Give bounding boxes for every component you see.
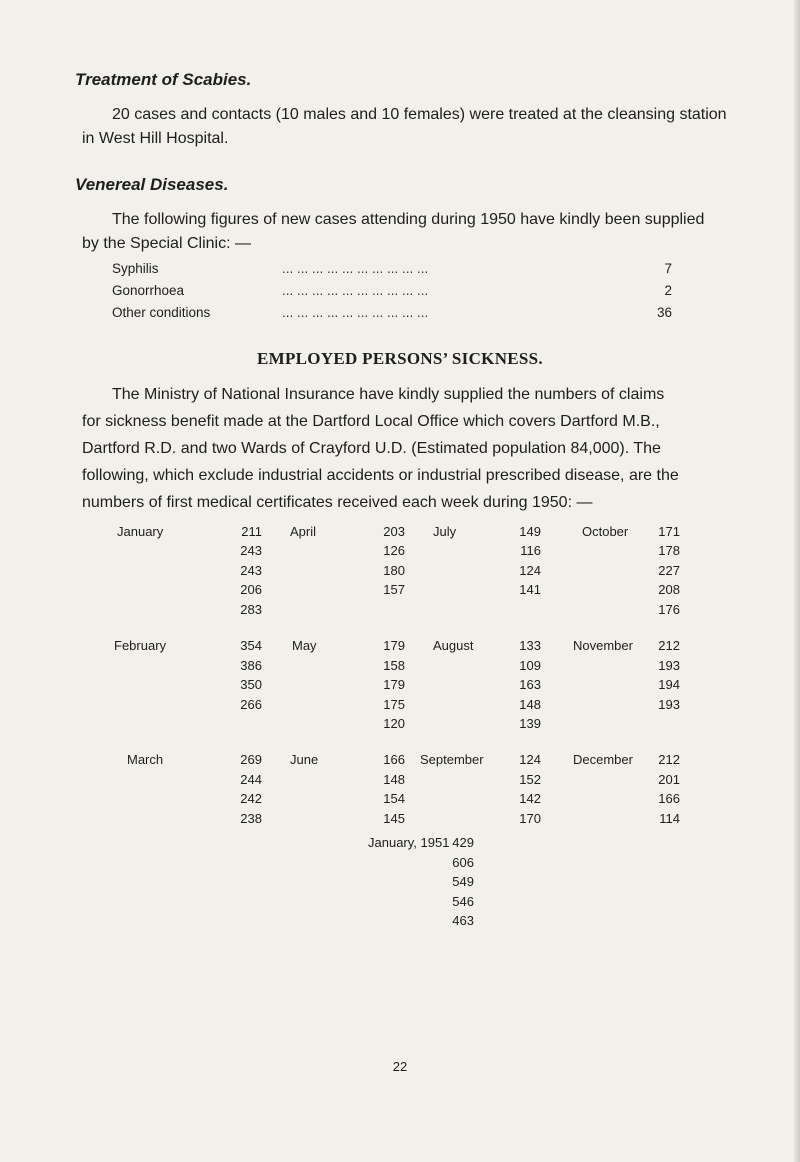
table-cell: 180: [383, 563, 405, 578]
month-label: April: [290, 524, 317, 539]
table-cell: 133: [519, 638, 541, 653]
table-cell: 546: [452, 894, 474, 909]
scabies-heading: Treatment of Scabies.: [75, 70, 252, 89]
table-cell: 238: [240, 811, 262, 826]
table-cell: 120: [383, 716, 405, 731]
table-cell: 283: [240, 602, 262, 617]
table-cell: 141: [519, 582, 541, 597]
table-cell: 114: [659, 811, 680, 826]
table-cell: 116: [520, 543, 541, 558]
table-cell: 227: [658, 563, 680, 578]
page-edge-shadow: [794, 0, 800, 1162]
vd-row-gonorrhoea: [112, 283, 672, 303]
dot-leader: ... ... ... ... ... ... ... ... ... ...: [282, 261, 429, 276]
month-label: January, 1951: [368, 835, 450, 850]
vd-row-syphilis: [112, 261, 672, 281]
table-cell: 429: [452, 835, 474, 850]
table-cell: 148: [519, 697, 541, 712]
scabies-text-line1: 20 cases and contacts (10 males and 10 females) were treated at the cleansing station: [112, 106, 727, 123]
table-cell: 166: [658, 791, 680, 806]
table-cell: 244: [240, 772, 262, 787]
employed-line: following, which exclude industrial accidents or industrial prescribed disease, are the: [82, 467, 679, 484]
table-cell: 201: [658, 772, 680, 787]
table-cell: 212: [658, 752, 680, 767]
table-cell: 152: [519, 772, 541, 787]
table-cell: 549: [452, 874, 474, 889]
vd-row-other: [112, 305, 672, 325]
table-cell: 158: [383, 658, 405, 673]
table-cell: 175: [383, 697, 405, 712]
table-cell: 170: [519, 811, 541, 826]
month-label: January: [117, 524, 164, 539]
table-cell: 211: [241, 524, 262, 539]
table-cell: 163: [519, 677, 541, 692]
month-label: September: [420, 752, 484, 767]
table-cell: 194: [658, 677, 680, 692]
table-cell: 176: [658, 602, 680, 617]
month-label: December: [573, 752, 633, 767]
month-label: May: [292, 638, 317, 653]
vd-value: 36: [656, 305, 672, 320]
table-cell: 193: [658, 697, 680, 712]
table-cell: 157: [383, 582, 405, 597]
vd-value: 2: [664, 283, 672, 298]
table-cell: 350: [240, 677, 262, 692]
table-cell: 178: [658, 543, 680, 558]
table-cell: 166: [383, 752, 405, 767]
employed-title: EMPLOYED PERSONS’ SICKNESS.: [257, 349, 543, 368]
table-cell: 124: [519, 752, 541, 767]
table-cell: 154: [383, 791, 405, 806]
month-label: February: [114, 638, 167, 653]
table-cell: 145: [383, 811, 405, 826]
table-cell: 124: [519, 563, 541, 578]
employed-line: numbers of first medical certificates received each week during 1950: —: [82, 494, 593, 511]
month-label: August: [433, 638, 474, 653]
employed-line: Dartford R.D. and two Wards of Crayford U.D. (Estimated population 84,000). The: [82, 440, 661, 457]
vd-label: Syphilis: [112, 261, 159, 276]
month-label: July: [433, 524, 457, 539]
scabies-text-line2: in West Hill Hospital.: [82, 130, 229, 147]
vd-label: Gonorrhoea: [112, 283, 185, 298]
table-cell: 139: [519, 716, 541, 731]
month-label: March: [127, 752, 164, 767]
table-cell: 212: [658, 638, 680, 653]
table-cell: 606: [452, 855, 474, 870]
employed-line: The Ministry of National Insurance have kindly supplied the numbers of claims: [112, 386, 665, 403]
dot-leader: ... ... ... ... ... ... ... ... ... ...: [282, 283, 429, 298]
table-cell: 126: [383, 543, 405, 558]
page-number: 22: [392, 1059, 408, 1074]
table-cell: 269: [240, 752, 262, 767]
table-cell: 208: [658, 582, 680, 597]
table-cell: 171: [658, 524, 680, 539]
table-cell: 149: [519, 524, 541, 539]
table-cell: 142: [519, 791, 541, 806]
table-cell: 243: [240, 563, 262, 578]
table-cell: 179: [383, 677, 405, 692]
table-cell: 206: [240, 582, 262, 597]
table-cell: 242: [240, 791, 262, 806]
dot-leader: ... ... ... ... ... ... ... ... ... ...: [282, 305, 429, 320]
venereal-text-line2: by the Special Clinic: —: [82, 235, 251, 252]
table-cell: 266: [240, 697, 262, 712]
month-label: June: [290, 752, 319, 767]
vd-value: 7: [664, 261, 672, 276]
venereal-text-line1: The following figures of new cases attending during 1950 have kindly been supplied: [112, 211, 705, 228]
table-cell: 463: [452, 913, 474, 928]
employed-line: for sickness benefit made at the Dartford Local Office which covers Dartford M.B.,: [82, 413, 660, 430]
table-cell: 179: [383, 638, 405, 653]
month-label: October: [582, 524, 629, 539]
table-cell: 243: [240, 543, 262, 558]
table-cell: 109: [519, 658, 541, 673]
table-cell: 203: [383, 524, 405, 539]
month-label: November: [573, 638, 633, 653]
venereal-heading: Venereal Diseases.: [75, 175, 229, 194]
table-cell: 193: [658, 658, 680, 673]
table-cell: 354: [240, 638, 262, 653]
vd-label: Other conditions: [112, 305, 211, 320]
table-cell: 386: [240, 658, 262, 673]
table-cell: 148: [383, 772, 405, 787]
